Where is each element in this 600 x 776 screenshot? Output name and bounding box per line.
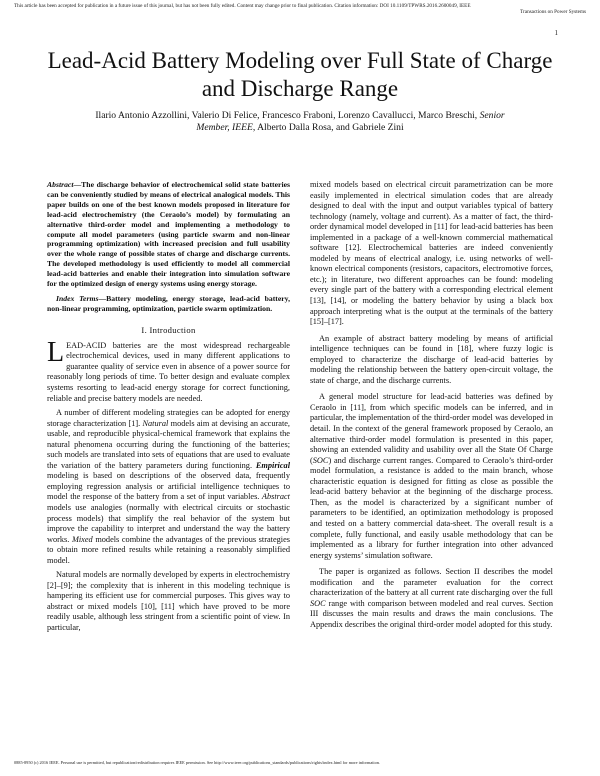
- index-terms-label: Index Terms: [56, 293, 99, 303]
- right-p4-a: The paper is organized as follows. Section II describes the model modification and the parameter evaluation for the correct characterization of the battery at all current rate discharging over the full: [310, 567, 553, 598]
- header-line-1: This article has been accepted for publication in a future issue of this journal, but has not been fully edited. Content may change prior to final publication. Citation information: DOI 10.1109/TPWRS.2016.2600049, IEEE: [14, 3, 471, 9]
- abstract-label: Abstract: [47, 180, 74, 189]
- page-number: 1: [554, 29, 558, 37]
- intro-paragraph-2: [47, 408, 290, 566]
- paper-title: Lead-Acid Battery Modeling over Full State of Charge and Discharge Range: [47, 48, 553, 101]
- journal-header: [14, 3, 586, 15]
- intro-p1-text: EAD-ACID batteries are the most widespread rechargeable electrochemical devices, used in many different applications to guarantee quality of service even in absence of a power source for reasonably long periods of time. To better design and evaluate complex systems resorting to lead-acid energy storage for correct functioning, reliable and precise battery models are needed.: [47, 340, 290, 403]
- right-p3-b: ) and discharge current ranges. Compared to Ceraolo’s third-order model formulation, a resistance is added to the main branch, whose characteristic equation is designed for fitting as close as possible the lead-acid battery behavior at the beginning of the discharge process. Then, as the model is characterized by a significant number of parameters to be identified, an optimization methodology is proposed and tested on a battery commercial data-sheet. The overall result is a complete, fully functional, and easily usable methodology that can be implemented as a library for further integration into other advanced energy systems’ simulation software.: [310, 455, 553, 560]
- author-list: [60, 110, 540, 134]
- term-soc-2: SOC: [310, 598, 326, 608]
- right-paragraph-2: An example of abstract battery modeling by means of artificial intelligence techniques can be found in [18], where fuzzy logic is employed to characterize the discharge of lead-acid batteries by modeling the relationship between the battery open-circuit voltage, the state of charge, and the discharge currents.: [310, 333, 553, 385]
- abstract: [47, 180, 290, 289]
- right-paragraph-3: [310, 392, 553, 561]
- intro-p2-e: models combine the advantages of the previous strategies to obtain more refined results while retaining a reasonably simplified model.: [47, 534, 290, 565]
- right-paragraph-4: [310, 567, 553, 630]
- left-column: [47, 180, 290, 638]
- intro-p2-b: models aim at devising an accurate, usable, and reproducible physical-chemical framework that explains the natural phenomena occurring during the functioning of the batteries; such models are translated into sets of equations that are used to evaluate the variation of the battery parameters during functioning.: [47, 418, 291, 470]
- right-paragraph-1: mixed models based on electrical circuit parametrization can be more easily implemented in electrical simulation codes that are already designed to deal with the input and output variables typical of battery technology (namely, voltage and current). As a matter of fact, the third-order dynamical model developed in [11] for lead-acid batteries has been implemented in a package of a well-known commercial mathematical software [12]. Electrochemical batteries are indeed conveniently modeled by means of electrical analogy, i.e. using networks of well-known electrical components (resistors, capacitors, electromotive forces, etc.); in literature, two different approaches can be found: modeling every single part of the battery with a corresponding electrical element [13], [14], or modeling the battery behavior by using a black box approach interpreting what is the output at the terminals of the battery [15]–[17].: [310, 180, 553, 327]
- intro-p2-a: A number of different modeling strategies can be adopted for energy storage characterization [1].: [47, 408, 290, 428]
- index-terms-text: —Battery modeling, energy storage, lead-acid battery, non-linear programming, optimization, particle swarm optimization.: [47, 293, 290, 313]
- intro-paragraph-1: [47, 336, 290, 404]
- authors-member: Member, IEEE: [196, 122, 253, 134]
- abstract-text: —The discharge behavior of electrochemical solid state batteries can be conveniently studied by means of electrical analogical models. This paper builds on one of the best known models proposed in literature for lead-acid electrochemistry (the Ceraolo’s model) by formulating an alternative third-order model and implementing a methodology to compute all model parameters (using particle swarm and non-linear programming optimization) with increased precision and full usability over the whole range of possible states of charge and discharge currents. The developed methodology is used efficiently to model all commercial lead-acid batteries and enable their integration into simulation software for the optimized design of energy systems using energy storage.: [47, 180, 290, 289]
- index-terms: [47, 294, 290, 314]
- right-column: [310, 180, 553, 636]
- copyright-footer: 0885-8950 (c) 2016 IEEE. Personal use is permitted, but republication/redistribution requires IEEE permission. See http://www.ieee.org/publications_standards/publications/rights/index.html for more information.: [14, 760, 380, 765]
- header-line-2: Transactions on Power Systems: [520, 9, 586, 16]
- intro-paragraph-3: Natural models are normally developed by experts in electrochemistry [2]–[9]; the complexity that is inherent in this modeling technique is hampering its efficient use for commercial purposes. This gives way to abstract or mixed models [10], [11] which have proved to be more readily usable, although less stringent from a scientific point of view. In particular,: [47, 570, 290, 632]
- authors-line-2: , Alberto Dalla Rosa, and Gabriele Zini: [252, 122, 404, 134]
- right-p4-b: range with comparison between modeled and real curves. Section III discusses the main results and draws the main conclusions. The Appendix describes the original third-order model adopted for this study.: [310, 598, 554, 629]
- intro-p2-c: modeling is based on descriptions of the observed data, frequently employing regression analysis or artificial intelligence techniques to model the response of the battery from a set of input variables.: [47, 471, 290, 502]
- term-empirical: Empirical: [255, 460, 291, 470]
- term-abstract: Abstract: [261, 492, 290, 502]
- term-soc: SOC: [312, 455, 329, 465]
- authors-member-prefix: Senior: [479, 110, 505, 121]
- right-p3-a: A general model structure for lead-acid batteries was defined by Ceraolo in [11], from which specific models can be inferred, and in particular, the implementation of the third-order model was developed in detail. In the context of the general framework proposed by Ceraolo, an alternative third-order model formulation is presented in this paper, showing an extended validity and usability over all the State Of Charge (: [310, 392, 553, 465]
- intro-p2-d: models use analogies (normally with electrical circuits or stochastic process models) that simplify the real behavior of the system but improve the capability to interpret and understand the way the battery works.: [47, 502, 290, 544]
- section-heading-introduction: I. Introduction: [141, 324, 196, 335]
- term-mixed: Mixed: [71, 534, 93, 544]
- term-natural: Natural: [142, 418, 169, 428]
- authors-line-1: Ilario Antonio Azzollini, Valerio Di Felice, Francesco Fraboni, Lorenzo Cavallucci, Marco Breschi,: [95, 110, 478, 121]
- drop-cap: L: [47, 336, 65, 368]
